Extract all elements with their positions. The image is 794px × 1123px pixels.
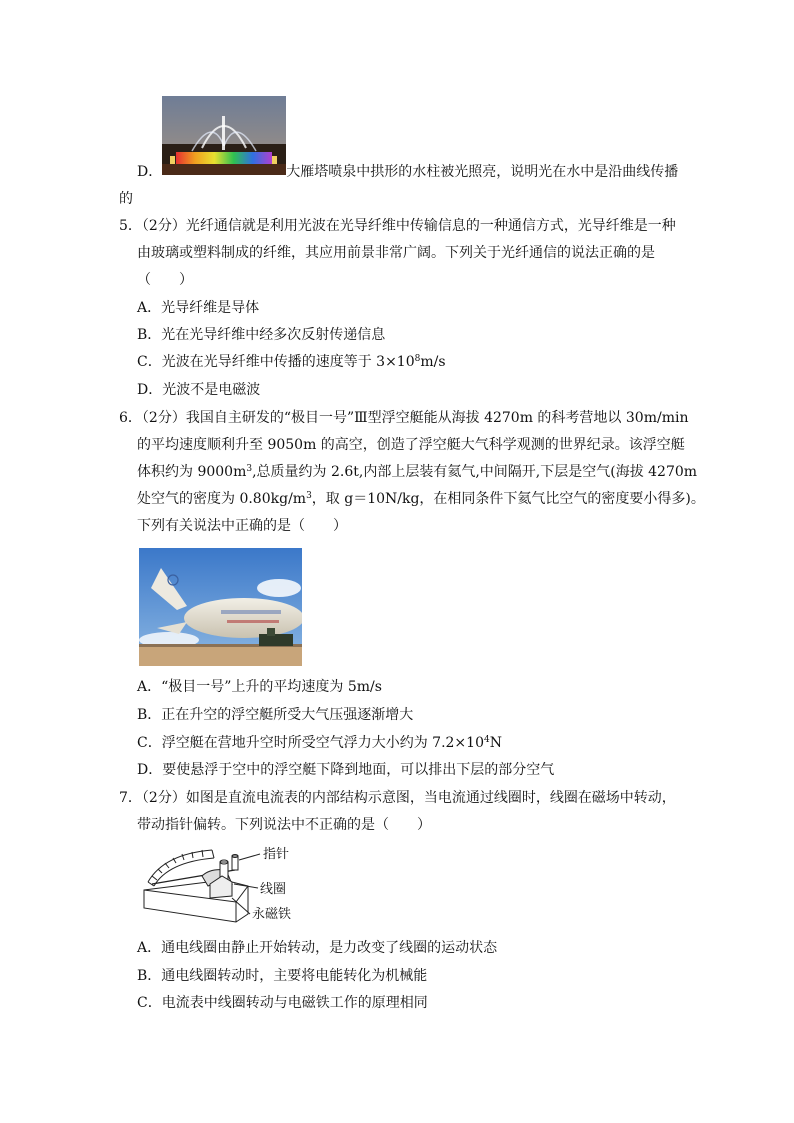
q6-stem-line-3	[137, 462, 697, 482]
q6-option-a[interactable]: A．“极目一号”上升的平均速度为 5m/s	[137, 679, 382, 695]
q5-stem-line-2: 由玻璃或塑料制成的纤维，其应用前景非常广阔。下列关于光纤通信的说法正确的是	[137, 245, 655, 261]
option-c-text: C．浮空艇在营地升空时所受空气浮力大小约为 7.2×10	[137, 735, 484, 751]
airship-photo	[139, 548, 302, 666]
q6-stem-line-1: 6．（2分）我国自主研发的“极目一号”Ⅲ型浮空艇能从海拔 4270m 的科考营地以 30m/min	[119, 410, 689, 426]
q5-option-a[interactable]: A．光导纤维是导体	[137, 300, 260, 316]
label-coil: 线圈	[260, 882, 287, 897]
stem-text: 体积约为 9000m	[137, 464, 247, 480]
option-d-text: 大雁塔喷泉中拱形的水柱被光照亮，说明光在水中是沿曲线传播	[286, 164, 679, 180]
q6-stem-line-4	[137, 489, 705, 509]
stem-text: ,总质量约为 2.6t,内部上层装有氦气,中间隔开,下层是空气(海拔 4270m	[252, 464, 698, 480]
q5-stem-line-3: （ ）	[137, 272, 193, 288]
exponent: 3	[246, 464, 253, 474]
q5-option-d[interactable]: D．光波不是电磁波	[137, 382, 261, 398]
q5-option-c[interactable]	[137, 352, 446, 372]
label-pointer: 指针	[263, 847, 290, 862]
q7-stem-line-2: 带动指针偏转。下列说法中不正确的是（ ）	[137, 817, 431, 833]
q6-stem-line-5: 下列有关说法中正确的是（ ）	[137, 518, 347, 534]
q5-option-b[interactable]: B．光在光导纤维中经多次反射传递信息	[137, 327, 386, 343]
q4-option-d	[137, 162, 678, 182]
stem-text: ，取 g＝10N/kg，在相同条件下氦气比空气的密度要小得多)。	[311, 491, 705, 507]
option-c-text: C．光波在光导纤维中传播的速度等于 3×10	[137, 354, 415, 370]
q6-option-b[interactable]: B．正在升空的浮空艇所受大气压强逐渐增大	[137, 707, 414, 723]
q4-option-d-wrap: 的	[119, 191, 133, 207]
q6-stem-line-2: 的平均速度顺利升至 9050m 的高空，创造了浮空艇大气科学观测的世界纪录。该浮空艇	[137, 437, 685, 453]
q5-stem-line-1: 5．（2分）光纤通信就是利用光波在光导纤维中传输信息的一种通信方式，光导纤维是一种	[119, 218, 676, 234]
q7-option-b[interactable]: B．通电线圈转动时，主要将电能转化为机械能	[137, 968, 428, 984]
unit: N	[489, 735, 502, 751]
q7-stem-line-1: 7．（2分）如图是直流电流表的内部结构示意图，当电流通过线圈时，线圈在磁场中转动，	[119, 790, 676, 806]
stem-text: 处空气的密度为 0.80kg/m	[137, 491, 307, 507]
q7-option-c[interactable]: C．电流表中线圈转动与电磁铁工作的原理相同	[137, 995, 428, 1011]
q7-option-a[interactable]: A．通电线圈由静止开始转动，是力改变了线圈的运动状态	[137, 940, 498, 956]
exponent: 3	[306, 491, 312, 501]
exponent: 4	[483, 735, 490, 745]
q6-option-d[interactable]: D．要使悬浮于空中的浮空艇下降到地面，可以排出下层的部分空气	[137, 762, 555, 778]
option-d-label: D．	[137, 164, 163, 180]
unit: m/s	[420, 354, 446, 370]
exponent: 8	[414, 354, 421, 364]
label-magnet: 永磁铁	[252, 907, 292, 922]
q6-option-c[interactable]	[137, 733, 502, 753]
